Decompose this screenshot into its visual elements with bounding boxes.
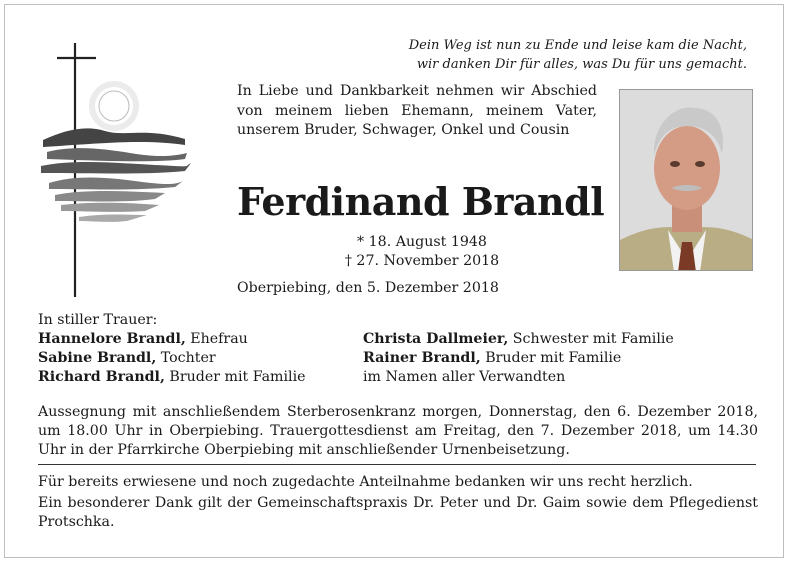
- motto-line-1: Dein Weg ist nun zu Ende und leise kam die Nacht,: [408, 38, 747, 53]
- mourner-row: [38, 349, 758, 368]
- funeral-details: Aussegnung mit anschließendem Sterberosenkranz morgen, Donnerstag, den 6. Dezember 2018, um 18.00 Uhr in Oberpiebing. Trauergottesdienst am Freitag, den 7. Dezember 2018, um 14.30 Uhr in der Pfarrkirche Oberpiebing mit anschließender Urnenbeisetzung.: [38, 404, 758, 458]
- sun-icon: [99, 91, 129, 121]
- obituary-card: [4, 4, 784, 558]
- intro-text: In Liebe und Dankbarkeit nehmen wir Abschied von meinem lieben Ehemann, meinem Vater, unserem Bruder, Schwager, Onkel und Cousin: [237, 83, 597, 138]
- mourners-section: [38, 311, 758, 387]
- deceased-name: Ferdinand Brandl: [237, 179, 605, 224]
- thanks-text: Für bereits erwiesene und noch zugedachte Anteilnahme bedanken wir uns recht herzlich.: [38, 474, 693, 490]
- place-and-date: Oberpiebing, den 5. Dezember 2018: [237, 280, 499, 296]
- mourner-row: [38, 330, 758, 349]
- birth-date: * 18. August 1948: [357, 234, 487, 250]
- mourner-name: Sabine Brandl,: [38, 350, 157, 366]
- mourner-relation: Schwester mit Familie: [508, 331, 674, 347]
- motto-line-2: wir danken Dir für alles, was Du für uns gemacht.: [416, 57, 747, 72]
- motto-verse: [409, 36, 747, 74]
- mourner-row: [38, 368, 758, 387]
- mourner-name: Rainer Brandl,: [363, 350, 481, 366]
- mourner-relation: im Namen aller Verwandten: [363, 369, 566, 385]
- mourner-name: Hannelore Brandl,: [38, 331, 186, 347]
- mourner-relation: Bruder mit Familie: [480, 350, 622, 366]
- mourner-name: Christa Dallmeier,: [363, 331, 509, 347]
- mourner-relation: Tochter: [156, 350, 216, 366]
- life-dates: [237, 233, 597, 271]
- hills-icon: [43, 128, 185, 147]
- mourners-heading: In stiller Trauer:: [38, 312, 158, 328]
- mourner-relation: Bruder mit Familie: [164, 369, 306, 385]
- divider: [38, 464, 756, 465]
- special-thanks-text: Ein besonderer Dank gilt der Gemeinschaftspraxis Dr. Peter und Dr. Gaim sowie dem Pflegedienst Protschka.: [38, 495, 758, 530]
- death-date: † 27. November 2018: [344, 253, 500, 269]
- mourner-relation: Ehefrau: [185, 331, 248, 347]
- cross-landscape-illustration: [35, 35, 195, 305]
- portrait-photo: [619, 89, 753, 271]
- mourner-name: Richard Brandl,: [38, 369, 165, 385]
